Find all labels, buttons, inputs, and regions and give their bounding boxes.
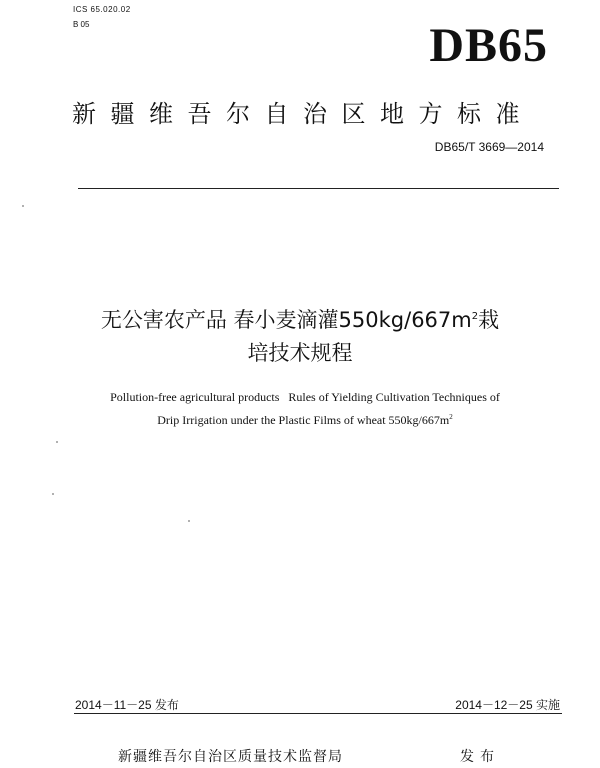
scan-speck [52, 493, 54, 495]
english-title-superscript: 2 [449, 413, 453, 421]
implementation-date: 2014－12－25 实施 [455, 698, 560, 712]
chinese-title-line-2: 培技术规程 [247, 341, 353, 365]
scan-speck [56, 441, 58, 443]
issue-label: 发布 [460, 749, 500, 765]
english-title [40, 387, 570, 430]
top-divider [78, 188, 559, 189]
chinese-title-line-1-suffix: 栽 [478, 308, 500, 332]
scan-speck [22, 205, 24, 207]
cn-classification-code: B 05 [73, 20, 90, 29]
db65-logo: DB65 [429, 19, 548, 72]
issue-date: 2014－11－25 发布 [75, 698, 179, 712]
english-title-line-1: Pollution-free agricultural products Rules of Yielding Cultivation Techniques of [110, 390, 500, 404]
standard-number: DB65/T 3669—2014 [434, 140, 544, 154]
chinese-title-superscript: 2 [471, 311, 479, 322]
scan-speck [188, 520, 190, 522]
chinese-title-line-1-text: 无公害农产品 春小麦滴灌550kg/667m [100, 308, 472, 332]
chinese-title-line-1 [0, 300, 600, 337]
issuing-authority: 新疆维吾尔自治区质量技术监督局 [118, 749, 343, 765]
bottom-divider [74, 713, 562, 714]
standard-type-title: 新疆维吾尔自治区地方标准 [72, 100, 534, 128]
english-title-line-2 [40, 407, 570, 430]
chinese-title [0, 300, 600, 370]
english-title-line-2-text: Drip Irrigation under the Plastic Films of wheat 550kg/667m [157, 413, 450, 427]
ics-code: ICS 65.020.02 [73, 5, 131, 14]
